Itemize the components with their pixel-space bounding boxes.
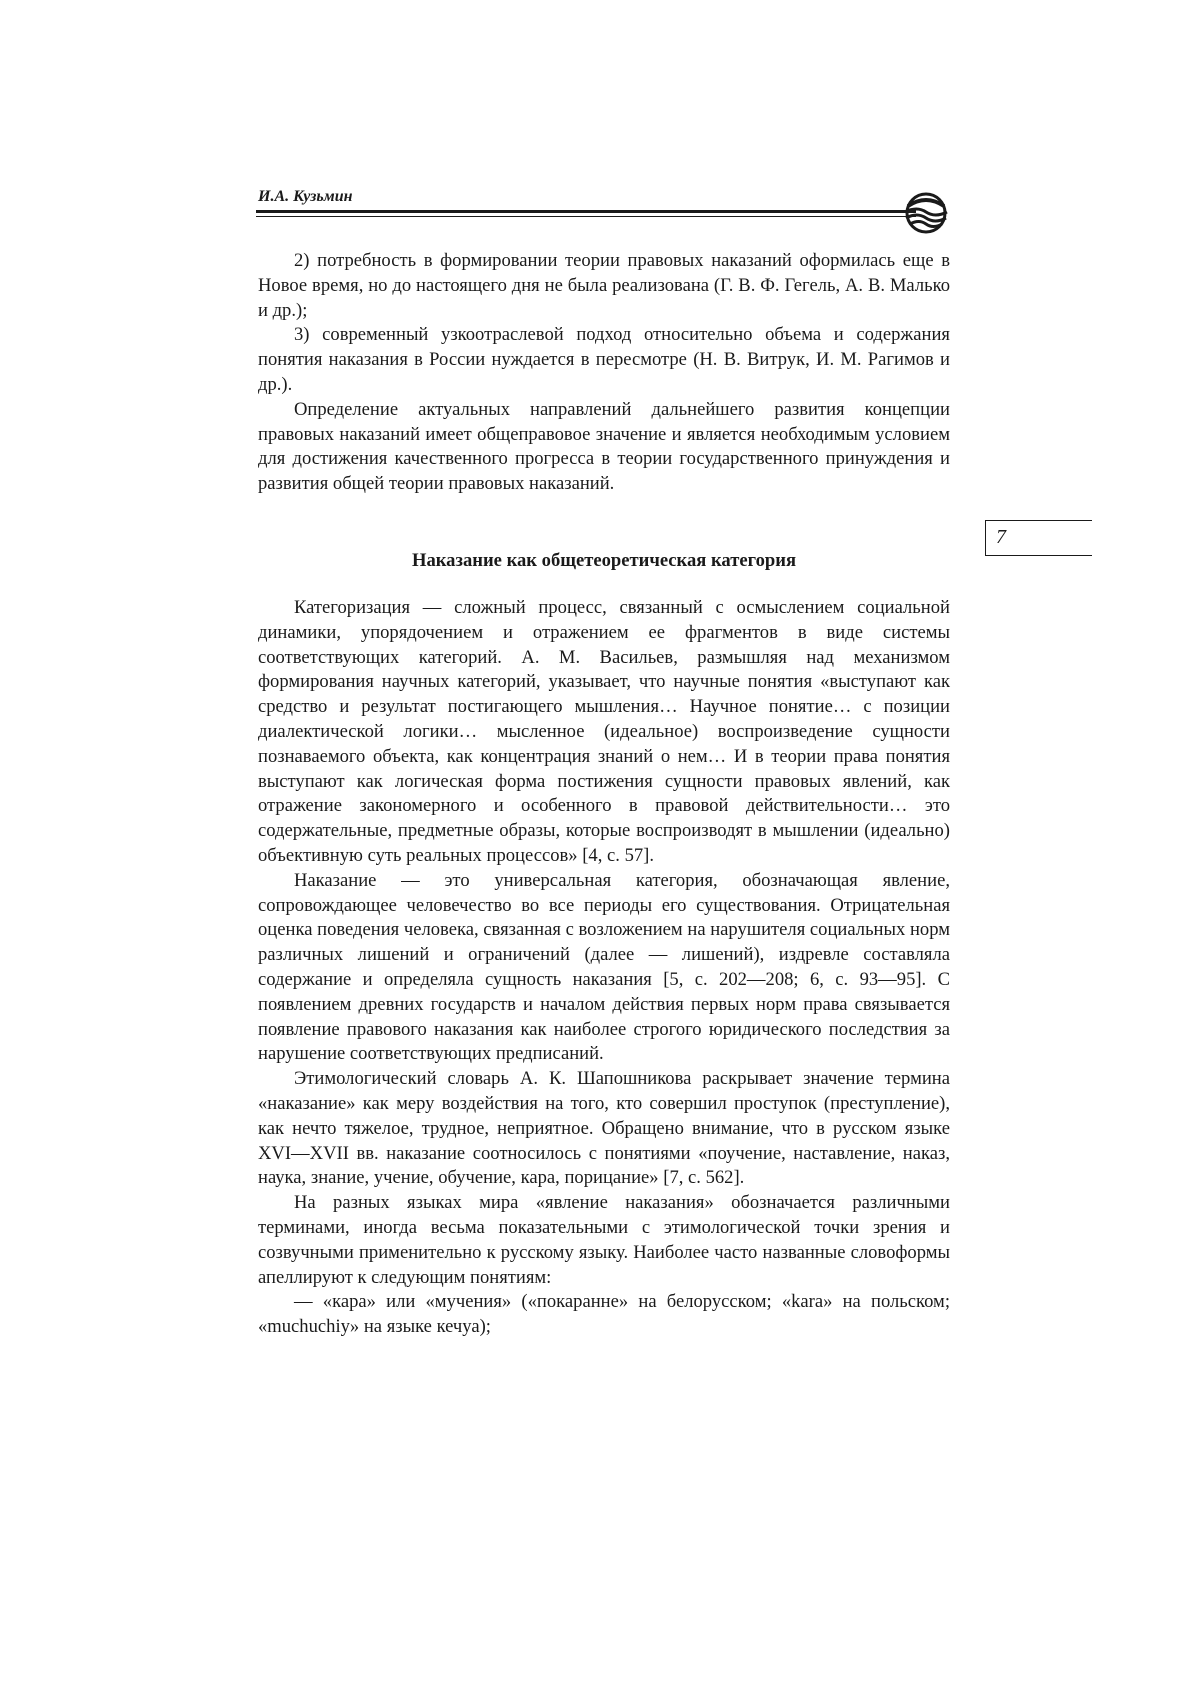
publisher-logo-icon (903, 192, 949, 234)
paragraph: 3) современный узкоотраслевой подход относительно объема и содержания понятия наказания в России нуждается в пересмотре (Н. В. Витрук, И. М. Рагимов и др.). (258, 324, 950, 395)
paragraph: 2) потребность в формировании теории правовых наказаний оформилась еще в Новое время, но до настоящего дня не была реализована (Г. В. Ф. Гегель, А. В. Малько и др.); (258, 250, 950, 321)
header-rule-thick (256, 210, 916, 213)
intro-text-block (258, 249, 950, 497)
section-heading: Наказание как общетеоретическая категория (411, 550, 797, 571)
paragraph: Этимологический словарь А. К. Шапошникова раскрывает значение термина «наказание» как меру воздействия на того, кто совершил проступок (преступление), как нечто тяжелое, трудное, неприятное. Обращено внимание, что в русском языке XVI—XVII вв. наказание соотносилось с понятиями «поучение, наставление, наказ, наука, знание, учение, обучение, кара, порицание» [7, с. 562]. (258, 1068, 950, 1189)
paragraph: Наказание — это универсальная категория, обозначающая явление, сопровождающее человечество во все периоды его существования. Отрицательная оценка поведения человека, связанная с возложением на нарушителя социальных норм различных лишений и ограничений (далее — лишений), издревле составляла содержание и определяла сущность наказания [5, с. 202—208; 6, с. 93—95]. С появлением древних государств и началом действия первых норм права связывается появление правового наказания как наиболее строгого юридического последствия за нарушение соответствующих предписаний. (258, 869, 950, 1065)
list-item: — «кара» или «мучения» («покаранне» на белорусском; «kara» на польском; «muchuchiy» на языке кечуа); (258, 1291, 950, 1338)
page-number: 7 (996, 526, 1006, 548)
paragraph: Определение актуальных направлений дальнейшего развития концепции правовых наказаний имеет общеправовое значение и является необходимым условием для достижения качественного прогресса в теории государственного принуждения и развития общей теории правовых наказаний. (258, 398, 950, 495)
page-number-tab (985, 520, 1092, 556)
section-text-block (258, 596, 950, 1340)
header-rule-thin (256, 216, 916, 217)
paragraph: На разных языках мира «явление наказания» обозначается различными терминами, иногда весьма показательными с этимологической точки зрения и созвучными применительно к русскому языку. Наиболее часто названные словоформы апеллируют к следующим понятиям: (258, 1192, 950, 1288)
running-head-author: И.А. Кузьмин (258, 188, 353, 205)
paragraph: Категоризация — сложный процесс, связанный с осмыслением социальной динамики, упорядочением и отражением ее фрагментов в виде системы соответствующих категорий. А. М. Васильев, размышляя над механизмом формирования научных категорий, указывает, что научные понятия «выступают как средство и результат постигающего мышления… Научное понятие… с позиции диалектической логики… мысленное (идеальное) воспроизведение сущности познаваемого объекта, как концентрация знаний о нем… И в теории права понятия выступают как логическая форма постижения сущности правовых явлений, как отражение закономерного и особенного в правовой действительности… это содержательные, предметные образы, которые воспроизводят в мышлении (идеально) объективную суть реальных процессов» [4, с. 57]. (258, 597, 950, 866)
